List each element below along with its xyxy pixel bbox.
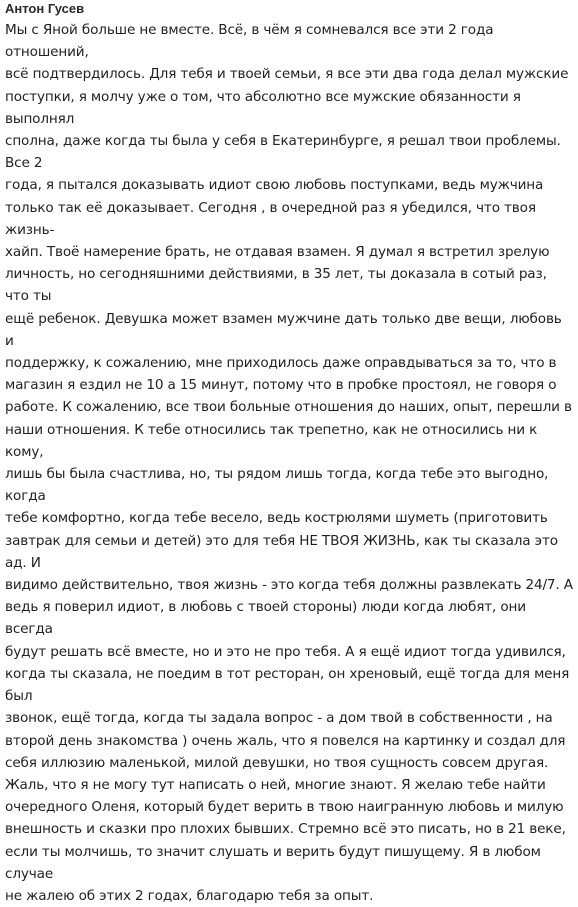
post-body-text: Мы с Яной больше не вместе. Всё, в чём я сомневался все эти 2 года отношений, всё подтвердилось. Для тебя и твоей семьи, я все эти два года делал мужские поступки, я молчу уже о том, что абсолютно все мужские обязанности я выполнял сполна, даже когда ты была у себя в Екатеринбурге, я решал твои проблемы. Все 2 года, я пытался доказывать идиот свою любовь поступками, ведь мужчина только так её доказывает. Сегодня , в очередной раз я убедился, что твоя жизнь- хайп. Твоё намерение брать, не отдавая взамен. Я думал я встретил зрелую личность, но сегодняшними действиями, в 35 лет, ты доказала в сотый раз, что ты ещё ребенок. Девушка может взамен мужчине дать только две вещи, любовь и поддержку, к сожалению, мне приходилось даже оправдываться за то, что в магазин я ездил не 10 а 15 минут, потому что в пробке простоял, не говоря о работе. К сожалению, все твои больные отношения до наших, опыт, перешли в наши отношения. К тебе относились так трепетно, как не относились ни к кому, лишь бы была счастлива, но, ты рядом лишь тогда, когда тебе это выгодно, когда тебе комфортно, когда тебе весело, ведь кострюлями шуметь (приготовить завтрак для семьи и детей) это для тебя НЕ ТВОЯ ЖИЗНЬ, как ты сказала это ад. И видимо действительно, твоя жизнь - это когда тебя должны развлекать 24/7. А ведь я поверил идиот, в любовь с твоей стороны) люди когда любят, они всегда будут решать всё вместе, но и это не про тебя. А я ещё идиот тогда удивился, когда ты сказала, не поедим в тот ресторан, он хреновый, ещё тогда для меня был звонок, ещё тогда, когда ты задала вопрос - а дом твой в собственности , на второй день знакомства ) очень жаль, что я повелся на картинку и создал для себя иллюзию маленькой, милой девушки, но твоя сущность совсем другая. Жаль, что я не могу тут написать о ней, многие знают. Я желаю тебе найти очередного Оленя, который будет верить в твою наигранную любовь и милую внешность и сказки про плохих бывших. Стремно всё это писать, но в 21 веке, если ты молчишь, то значит слушать и верить будут пишущему. Я в любом случае не жалею об этих 2 годах, благодарю тебя за опыт. bbox=[5, 22, 573, 904]
author-name[interactable]: Антон Гусев bbox=[5, 1, 85, 16]
